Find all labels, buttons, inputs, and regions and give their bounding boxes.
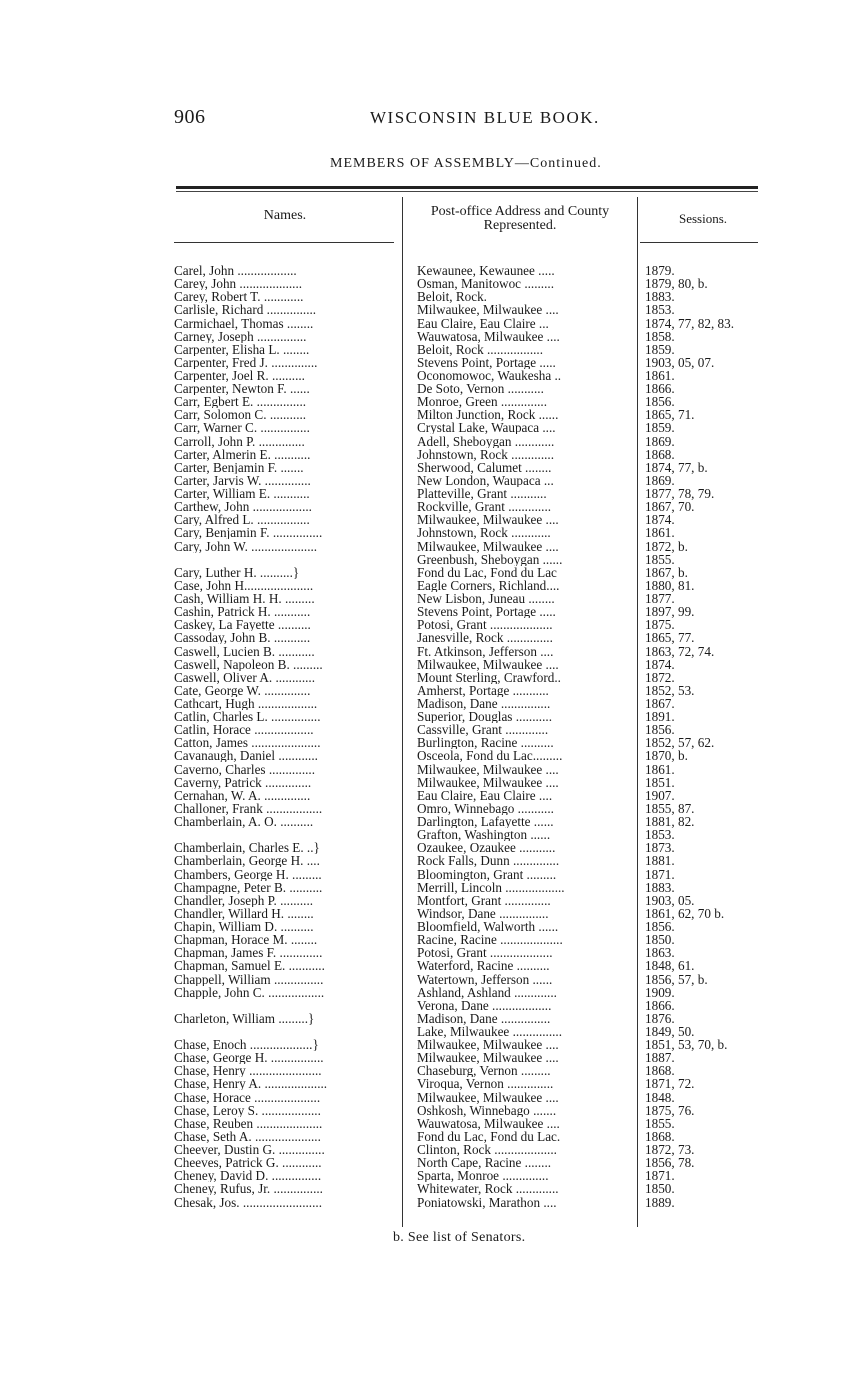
sessions-served: 1863. [645,946,675,960]
member-name: Cary, John W. .................... [174,539,318,553]
table-row [0,881,859,894]
sessions-served: 1873. [645,841,675,855]
sessions-served: 1883. [645,290,675,304]
sessions-served: 1856. [645,723,675,737]
table-row [0,776,859,789]
table-row [0,697,859,710]
table-row [0,671,859,684]
member-name: Chapman, James F. ............. [174,946,323,960]
table-row [0,1196,859,1209]
header-rule-thick [176,186,758,189]
member-name: Carroll, John P. .............. [174,434,305,448]
footnote: b. See list of Senators. [393,1230,526,1245]
post-office-address: Beloit, Rock ................. [417,342,544,356]
member-name: Carr, Solomon C. ........... [174,408,307,422]
post-office-address: Milwaukee, Milwaukee .... [417,539,559,553]
sessions-served: 1881. [645,854,675,868]
sessions-served: 1867, b. [645,565,688,579]
table-row [0,815,859,828]
post-office-address: Janesville, Rock .............. [417,631,553,645]
post-office-address: De Soto, Vernon ........... [417,382,544,396]
table-row [0,841,859,854]
sessions-served: 1881, 82. [645,815,695,828]
table-row [0,710,859,723]
post-office-address: Merrill, Lincoln .................. [417,880,565,894]
member-name: Caverny, Patrick .............. [174,775,312,789]
member-name: Chamberlain, George H. .... [174,854,320,868]
sessions-served: 1874, 77, b. [645,460,708,474]
member-name: Cary, Benjamin F. ............... [174,526,323,540]
table-row [0,645,859,658]
member-name: Carpenter, Joel R. .......... [174,369,305,382]
table-row [0,317,859,330]
sessions-served: 1849, 50. [645,1025,695,1038]
sessions-served: 1859. [645,342,675,356]
table-row [0,1143,859,1156]
member-name: Catlin, Horace .................. [174,723,314,737]
post-office-address: Wauwatosa, Milwaukee .... [417,1116,560,1130]
sessions-served: 1850. [645,1182,675,1196]
table-row [0,1025,859,1038]
member-name: Chandler, Joseph P. .......... [174,893,314,907]
sessions-served: 1871, 72. [645,1077,695,1091]
member-name: Cavanaugh, Daniel ............ [174,749,318,763]
sessions-served: 1865, 71. [645,408,695,422]
post-office-address: Milwaukee, Milwaukee .... [417,1051,559,1065]
header-rule-thin [176,191,758,192]
sessions-served: 1874. [645,657,675,671]
post-office-address: Oshkosh, Winnebago ....... [417,1103,557,1117]
table-row [0,1104,859,1117]
sessions-served: 1868. [645,447,675,461]
table-row [0,959,859,972]
post-office-address: Clinton, Rock ................... [417,1143,557,1156]
post-office-address: Wauwatosa, Milwaukee .... [417,329,560,343]
table-row [0,277,859,290]
post-office-address: Milwaukee, Milwaukee .... [417,303,559,317]
post-office-address: Montfort, Grant .............. [417,893,551,907]
member-name: Cheney, Rufus, Jr. ............... [174,1182,323,1196]
post-office-address: Waterford, Racine .......... [417,959,550,973]
table-row [0,868,859,881]
post-office-address: Crystal Lake, Waupaca .... [417,421,556,435]
sessions-served: 1861. [645,762,675,776]
table-row [0,946,859,959]
table-row [0,343,859,356]
table-row [0,303,859,316]
member-name: Chandler, Willard H. ........ [174,906,314,920]
table-row [0,448,859,461]
post-office-address: Watertown, Jefferson ...... [417,972,553,986]
post-office-address: Eau Claire, Eau Claire .... [417,788,553,802]
table-row [0,395,859,408]
member-name: Chesak, Jos. ........................ [174,1195,322,1209]
sessions-served: 1853. [645,828,675,842]
sessions-served: 1856, 78. [645,1156,695,1170]
post-office-address: Whitewater, Rock ............. [417,1182,559,1196]
post-office-address: Milwaukee, Milwaukee .... [417,775,559,789]
sessions-served: 1863, 72, 74. [645,644,715,658]
column-header-address: Post-office Address and County Represented. [430,204,610,233]
post-office-address: New London, Waupaca ... [417,473,554,487]
member-name: Chase, George H. ................ [174,1051,324,1065]
post-office-address: Bloomfield, Walworth ...... [417,920,559,933]
member-name: Chapple, John C. ................. [174,985,325,999]
sessions-served: 1855, 87. [645,801,695,815]
sessions-served: 1848. [645,1090,675,1104]
post-office-address: Potosi, Grant ................... [417,618,553,632]
post-office-address: Beloit, Rock. [417,290,487,304]
names-underline [174,242,394,243]
table-row [0,356,859,369]
member-name: Cashin, Patrick H. ........... [174,605,311,619]
member-name: Carlisle, Richard ............... [174,303,317,317]
table-row [0,592,859,605]
post-office-address: Johnstown, Rock ............. [417,447,555,461]
sessions-served: 1874, 77, 82, 83. [645,316,735,330]
table-row [0,658,859,671]
post-office-address: Sherwood, Calumet ........ [417,460,552,474]
post-office-address: Osman, Manitowoc ......... [417,277,554,291]
member-name: Carter, Jarvis W. .............. [174,473,311,487]
sessions-underline [640,242,758,243]
post-office-address: Platteville, Grant ........... [417,487,547,500]
member-name: Chapman, Horace M. ........ [174,933,318,947]
member-name: Chase, Leroy S. .................. [174,1103,321,1117]
member-name: Chase, Henry ...................... [174,1064,322,1078]
table-row [0,631,859,644]
member-name: Cassoday, John B. ........... [174,631,311,645]
table-row [0,1077,859,1090]
sessions-served: 1879, 80, b. [645,277,708,291]
member-name: Carter, Benjamin F. ....... [174,460,304,474]
post-office-address: Milwaukee, Milwaukee .... [417,657,559,671]
table-row [0,763,859,776]
sessions-served: 1872, 73. [645,1143,695,1156]
member-name: Charleton, William .........} [174,1011,315,1025]
sessions-served: 1868. [645,1129,675,1143]
sessions-served: 1872. [645,670,675,684]
sessions-served: 1859. [645,421,675,435]
member-name: Caswell, Lucien B. ........... [174,644,315,658]
sessions-served: 1867. [645,697,675,710]
table-row [0,854,859,867]
table-row [0,474,859,487]
table-row [0,513,859,526]
column-header-names: Names. [263,208,307,223]
post-office-address: Ft. Atkinson, Jefferson .... [417,644,554,658]
sessions-served: 1856, 57, b. [645,972,708,986]
sessions-served: 1877, 78, 79. [645,487,715,500]
member-name: Chamberlain, Charles E. ..} [174,841,320,855]
post-office-address: Madison, Dane ............... [417,697,551,710]
table-row [0,408,859,421]
sessions-served: 1871. [645,1169,675,1183]
post-office-address: Madison, Dane ............... [417,1011,551,1025]
post-office-address: North Cape, Racine ........ [417,1156,552,1170]
post-office-address: Poniatowski, Marathon .... [417,1195,557,1209]
member-name: Carpenter, Newton F. ...... [174,382,310,396]
member-name: Chapman, Samuel E. ........... [174,959,325,973]
sessions-served: 1867, 70. [645,500,695,514]
sessions-served: 1891. [645,710,675,724]
sessions-served: 1877. [645,592,675,605]
sessions-served: 1861, 62, 70 b. [645,906,725,920]
post-office-address: Kewaunee, Kewaunee ..... [417,264,555,277]
table-row [0,1117,859,1130]
member-name: Cheeves, Patrick G. ............ [174,1156,322,1170]
sessions-served: 1866. [645,382,675,396]
table-row [0,330,859,343]
member-name: Chapin, William D. .......... [174,920,314,933]
table-row [0,1169,859,1182]
table-row [0,999,859,1012]
member-name: Chase, Henry A. ................... [174,1077,328,1091]
table-row [0,526,859,539]
post-office-address: Rock Falls, Dunn .............. [417,854,560,868]
sessions-served: 1887. [645,1051,675,1065]
book-title: WISCONSIN BLUE BOOK. [370,108,600,127]
post-office-address: Stevens Point, Portage ..... [417,355,556,369]
table-row [0,973,859,986]
post-office-address: Fond du Lac, Fond du Lac. [417,1129,561,1143]
sessions-served: 1889. [645,1195,675,1209]
post-office-address: Cassville, Grant ............. [417,723,549,737]
table-row [0,894,859,907]
post-office-address: Adell, Sheboygan ............ [417,434,555,448]
sessions-served: 1880, 81. [645,578,695,592]
sessions-served: 1848, 61. [645,959,695,973]
table-row [0,1064,859,1077]
post-office-address: Burlington, Racine .......... [417,736,554,750]
member-name: Caverno, Charles .............. [174,762,316,776]
sessions-served: 1861. [645,526,675,540]
post-office-address: Milwaukee, Milwaukee .... [417,513,559,527]
table-row [0,1130,859,1143]
table-row [0,579,859,592]
table-row [0,1182,859,1195]
table-row [0,828,859,841]
member-name: Catlin, Charles L. ............... [174,710,321,724]
post-office-address: Amherst, Portage ........... [417,683,549,697]
member-name: Carr, Egbert E. ............... [174,395,307,409]
sessions-served: 1856. [645,920,675,933]
member-name: Carter, William E. ........... [174,487,310,500]
post-office-address: Racine, Racine ................... [417,933,563,947]
post-office-address: Ozaukee, Ozaukee ........... [417,841,556,855]
sessions-served: 1852, 53. [645,683,695,697]
member-name: Challoner, Frank ................. [174,801,323,815]
post-office-address: Verona, Dane .................. [417,998,552,1012]
sessions-served: 1875. [645,618,675,632]
member-name: Carmichael, Thomas ........ [174,316,314,330]
sessions-served: 1858. [645,329,675,343]
page-number: 906 [174,106,206,128]
post-office-address: Potosi, Grant ................... [417,946,553,960]
sessions-served: 1872, b. [645,539,688,553]
sessions-served: 1897, 99. [645,605,695,619]
post-office-address: Bloomington, Grant ......... [417,867,557,881]
column-header-sessions: Sessions. [678,211,728,226]
member-name: Chase, Horace .................... [174,1090,321,1104]
table-row [0,382,859,395]
table-row [0,933,859,946]
member-name: Cheever, Dustin G. .............. [174,1143,325,1156]
table-row [0,1051,859,1064]
member-name: Cary, Luther H. ..........} [174,565,300,579]
post-office-address: Omro, Winnebago ........... [417,801,554,815]
member-name: Carel, John .................. [174,264,297,277]
post-office-address: Monroe, Green .............. [417,395,548,409]
member-name: Carpenter, Fred J. .............. [174,355,318,369]
sessions-served: 1869. [645,473,675,487]
post-office-address: Eagle Corners, Richland.... [417,578,560,592]
member-name: Chappell, William ............... [174,972,324,986]
sessions-served: 1874. [645,513,675,527]
member-name: Carey, John ................... [174,277,303,291]
post-office-address: Fond du Lac, Fond du Lac [417,565,557,579]
sessions-served: 1855. [645,552,675,566]
table-row [0,802,859,815]
post-office-address: Stevens Point, Portage ..... [417,605,556,619]
member-name: Caswell, Oliver A. ............ [174,670,316,684]
table-row [0,736,859,749]
table-row [0,789,859,802]
table-row [0,264,859,277]
post-office-address: Osceola, Fond du Lac......... [417,749,563,763]
member-name: Cernahan, W. A. .............. [174,788,311,802]
member-name: Cary, Alfred L. ................ [174,513,310,527]
member-name: Chase, Reuben .................... [174,1116,323,1130]
table-subtitle: MEMBERS OF ASSEMBLY—Continued. [330,156,602,171]
post-office-address: Greenbush, Sheboygan ...... [417,552,563,566]
sessions-served: 1851. [645,775,675,789]
sessions-served: 1903, 05. [645,893,695,907]
post-office-address: Grafton, Washington ...... [417,828,551,842]
sessions-served: 1853. [645,303,675,317]
member-name: Cate, George W. .............. [174,683,311,697]
table-row [0,540,859,553]
sessions-served: 1903, 05, 07. [645,355,715,369]
table-row [0,487,859,500]
post-office-address: Oconomowoc, Waukesha .. [417,369,562,382]
member-name: Cathcart, Hugh .................. [174,697,318,710]
member-name: Carey, Robert T. ............ [174,290,304,304]
member-name: Chamberlain, A. O. .......... [174,815,314,828]
table-row [0,920,859,933]
sessions-served: 1852, 57, 62. [645,736,715,750]
member-name: Cheney, David D. ............... [174,1169,322,1183]
table-row [0,1012,859,1025]
sessions-served: 1869. [645,434,675,448]
table-row [0,1156,859,1169]
post-office-address: Darlington, Lafayette ...... [417,815,554,828]
table-row [0,435,859,448]
member-name: Carthew, John .................. [174,500,312,514]
sessions-served: 1871. [645,867,675,881]
member-name: Carter, Almerin E. ........... [174,447,311,461]
post-office-address: Viroqua, Vernon .............. [417,1077,554,1091]
sessions-served: 1876. [645,1011,675,1025]
table-row [0,723,859,736]
member-name: Cash, William H. H. ......... [174,592,315,605]
member-name: Champagne, Peter B. .......... [174,880,323,894]
sessions-served: 1909. [645,985,675,999]
table-row [0,618,859,631]
member-name: Catton, James ..................... [174,736,321,750]
post-office-address: Johnstown, Rock ............ [417,526,551,540]
sessions-served: 1851, 53, 70, b. [645,1038,728,1052]
sessions-served: 1907. [645,788,675,802]
table-row [0,421,859,434]
sessions-served: 1855. [645,1116,675,1130]
post-office-address: Chaseburg, Vernon ......... [417,1064,551,1078]
post-office-address: Superior, Douglas ........... [417,710,552,724]
sessions-served: 1879. [645,264,675,277]
table-row [0,461,859,474]
member-name: Carr, Warner C. ............... [174,421,310,435]
table-row [0,1091,859,1104]
table-row [0,369,859,382]
sessions-served: 1865, 77. [645,631,695,645]
post-office-address: Windsor, Dane ............... [417,906,549,920]
table-row [0,684,859,697]
sessions-served: 1870, b. [645,749,688,763]
post-office-address: Milwaukee, Milwaukee .... [417,762,559,776]
sessions-served: 1856. [645,395,675,409]
table-row [0,986,859,999]
post-office-address: Ashland, Ashland ............. [417,985,557,999]
member-name: Caswell, Napoleon B. ......... [174,657,323,671]
table-row [0,749,859,762]
sessions-served: 1868. [645,1064,675,1078]
member-name: Carpenter, Elisha L. ........ [174,342,310,356]
sessions-served: 1875, 76. [645,1103,695,1117]
post-office-address: Milwaukee, Milwaukee .... [417,1038,559,1052]
table-row [0,605,859,618]
member-name: Chase, Seth A. .................... [174,1129,321,1143]
sessions-served: 1866. [645,998,675,1012]
table-row [0,290,859,303]
member-name: Carney, Joseph ............... [174,329,307,343]
sessions-served: 1883. [645,880,675,894]
post-office-address: Milton Junction, Rock ...... [417,408,559,422]
table-row [0,1038,859,1051]
post-office-address: Mount Sterling, Crawford.. [417,670,561,684]
member-name: Caskey, La Fayette .......... [174,618,311,632]
table-row [0,500,859,513]
table-row [0,566,859,579]
table-row [0,907,859,920]
sessions-served: 1850. [645,933,675,947]
post-office-address: Lake, Milwaukee ............... [417,1025,563,1038]
post-office-address: Rockville, Grant ............. [417,500,552,514]
post-office-address: Eau Claire, Eau Claire ... [417,316,549,330]
member-name: Chase, Enoch ...................} [174,1038,319,1052]
post-office-address: New Lisbon, Juneau ........ [417,592,555,605]
post-office-address: Milwaukee, Milwaukee .... [417,1090,559,1104]
sessions-served: 1861. [645,369,675,382]
member-name: Case, John H..................... [174,578,314,592]
member-name: Chambers, George H. ......... [174,867,322,881]
table-row [0,553,859,566]
post-office-address: Sparta, Monroe .............. [417,1169,549,1183]
